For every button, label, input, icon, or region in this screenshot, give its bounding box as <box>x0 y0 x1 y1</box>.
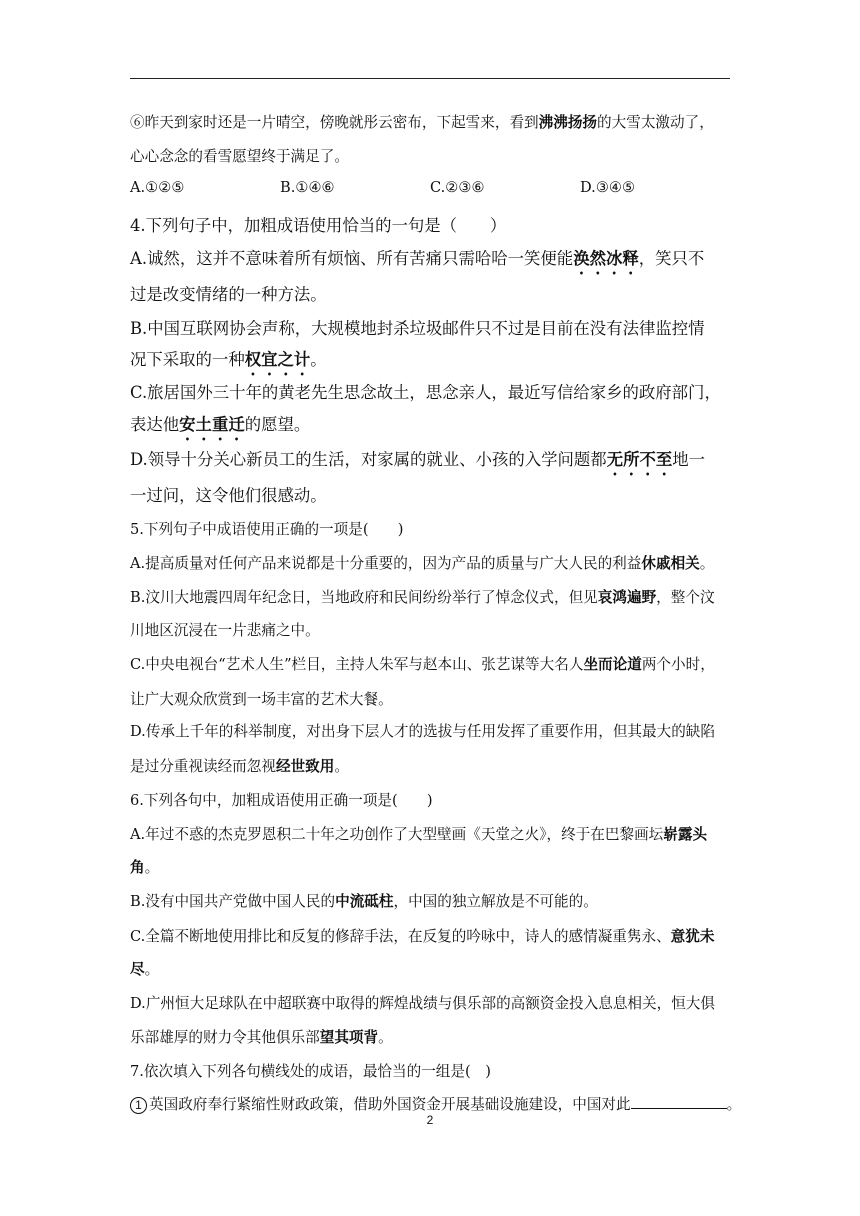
q4-option-a-line2: 过是改变情绪的一种方法。 <box>130 285 327 304</box>
q3-option-d: D.③④⑤ <box>580 179 636 196</box>
q6-option-d-line2: 乐部雄厚的财力令其他俱乐部望其项背。 <box>130 1029 393 1046</box>
q5-option-c-line1: C.中央电视台“艺术人生”栏目，主持人朱军与赵本山、张艺谋等大名人坐而论道两个小时， <box>130 656 715 673</box>
q5-option-a: A.提高质量对任何产品来说都是十分重要的，因为产品的质量与广大人民的利益休戚相关。 <box>130 555 715 572</box>
q4-option-d-line1: D.领导十分关心新员工的生活，对家属的就业、小孩的入学问题都无所不至地一 <box>130 450 706 469</box>
q5-option-d-line2: 是过分重视读经而忽视经世致用。 <box>130 758 349 775</box>
q3-item6-line1: ⑥昨天到家时还是一片晴空，傍晚就彤云密布，下起雪来，看到沸沸扬扬的大雪太激动了， <box>130 114 714 131</box>
q5-option-b-line1: B.汶川大地震四周年纪念日，当地政府和民间纷纷举行了悼念仪式，但见哀鸿遍野，整个汶 <box>130 589 715 606</box>
q3-item6-line2: 心心念念的看雪愿望终于满足了。 <box>130 148 349 165</box>
q3-options <box>130 179 732 199</box>
q6-option-c-line2: 尽。 <box>130 961 160 978</box>
q3-option-c: C.②③⑥ <box>430 179 485 196</box>
q4-stem: 4.下列句子中，加粗成语使用恰当的一句是（ ） <box>130 216 507 235</box>
header-rule <box>130 78 730 79</box>
q6-option-d-line1: D.广州恒大足球队在中超联赛中取得的辉煌战绩与俱乐部的高额资金投入息息相关，恒大俱 <box>130 995 715 1012</box>
q6-option-c-line1: C.全篇不断地使用排比和反复的修辞手法，在反复的吟咏中，诗人的感情凝重隽永、意犹未 <box>130 928 715 945</box>
q5-stem: 5.下列句子中成语使用正确的一项是( ) <box>130 521 404 538</box>
q6-option-a-line2: 角。 <box>130 859 160 876</box>
q5-option-d-line1: D.传承上千年的科举制度，对出身下层人才的选拔与任用发挥了重要作用，但其最大的缺陷 <box>130 723 715 740</box>
fill-blank <box>631 1093 727 1109</box>
q4-option-d-line2: 一过问，这令他们很感动。 <box>130 486 327 505</box>
q5-option-b-line2: 川地区沉浸在一片悲痛之中。 <box>130 622 320 639</box>
q6-option-a-line1: A.年过不惑的杰克罗恩积二十年之功创作了大型壁画《天堂之火》，终于在巴黎画坛崭露头 <box>130 826 708 843</box>
page-number: 2 <box>426 1113 434 1127</box>
q4-option-b-line1: B.中国互联网协会声称，大规模地封杀垃圾邮件只不过是目前在没有法律监控情 <box>130 319 705 338</box>
circled-number-marker: 1 <box>130 1097 147 1114</box>
q4-option-c-line2: 表达他安土重迁的愿望。 <box>130 415 311 434</box>
q5-option-c-line2: 让广大观众欣赏到一场丰富的艺术大餐。 <box>130 691 393 708</box>
q6-stem: 6.下列各句中，加粗成语使用正确一项是( ) <box>130 792 433 809</box>
q4-option-a-line1: A.诚然，这并不意味着所有烦恼、所有苦痛只需哈哈一笑便能涣然冰释，笑只不 <box>130 249 705 268</box>
q3-option-b: B.①④⑥ <box>280 179 335 196</box>
q4-option-b-line2: 况下采取的一种权宜之计。 <box>130 350 327 369</box>
q6-option-b: B.没有中国共产党做中国人民的中流砥柱，中国的独立解放是不可能的。 <box>130 893 598 910</box>
q3-option-a: A.①②⑤ <box>130 179 185 196</box>
q4-option-c-line1: C.旅居国外三十年的黄老先生思念故土，思念亲人，最近写信给家乡的政府部门， <box>130 383 721 402</box>
q7-stem: 7.依次填入下列各句横线处的成语，最恰当的一组是( ) <box>130 1063 491 1080</box>
q7-item1: 1 英国政府奉行紧缩性财政政策，借助外国资金开展基础设施建设，中国对此 。 <box>130 1093 732 1114</box>
